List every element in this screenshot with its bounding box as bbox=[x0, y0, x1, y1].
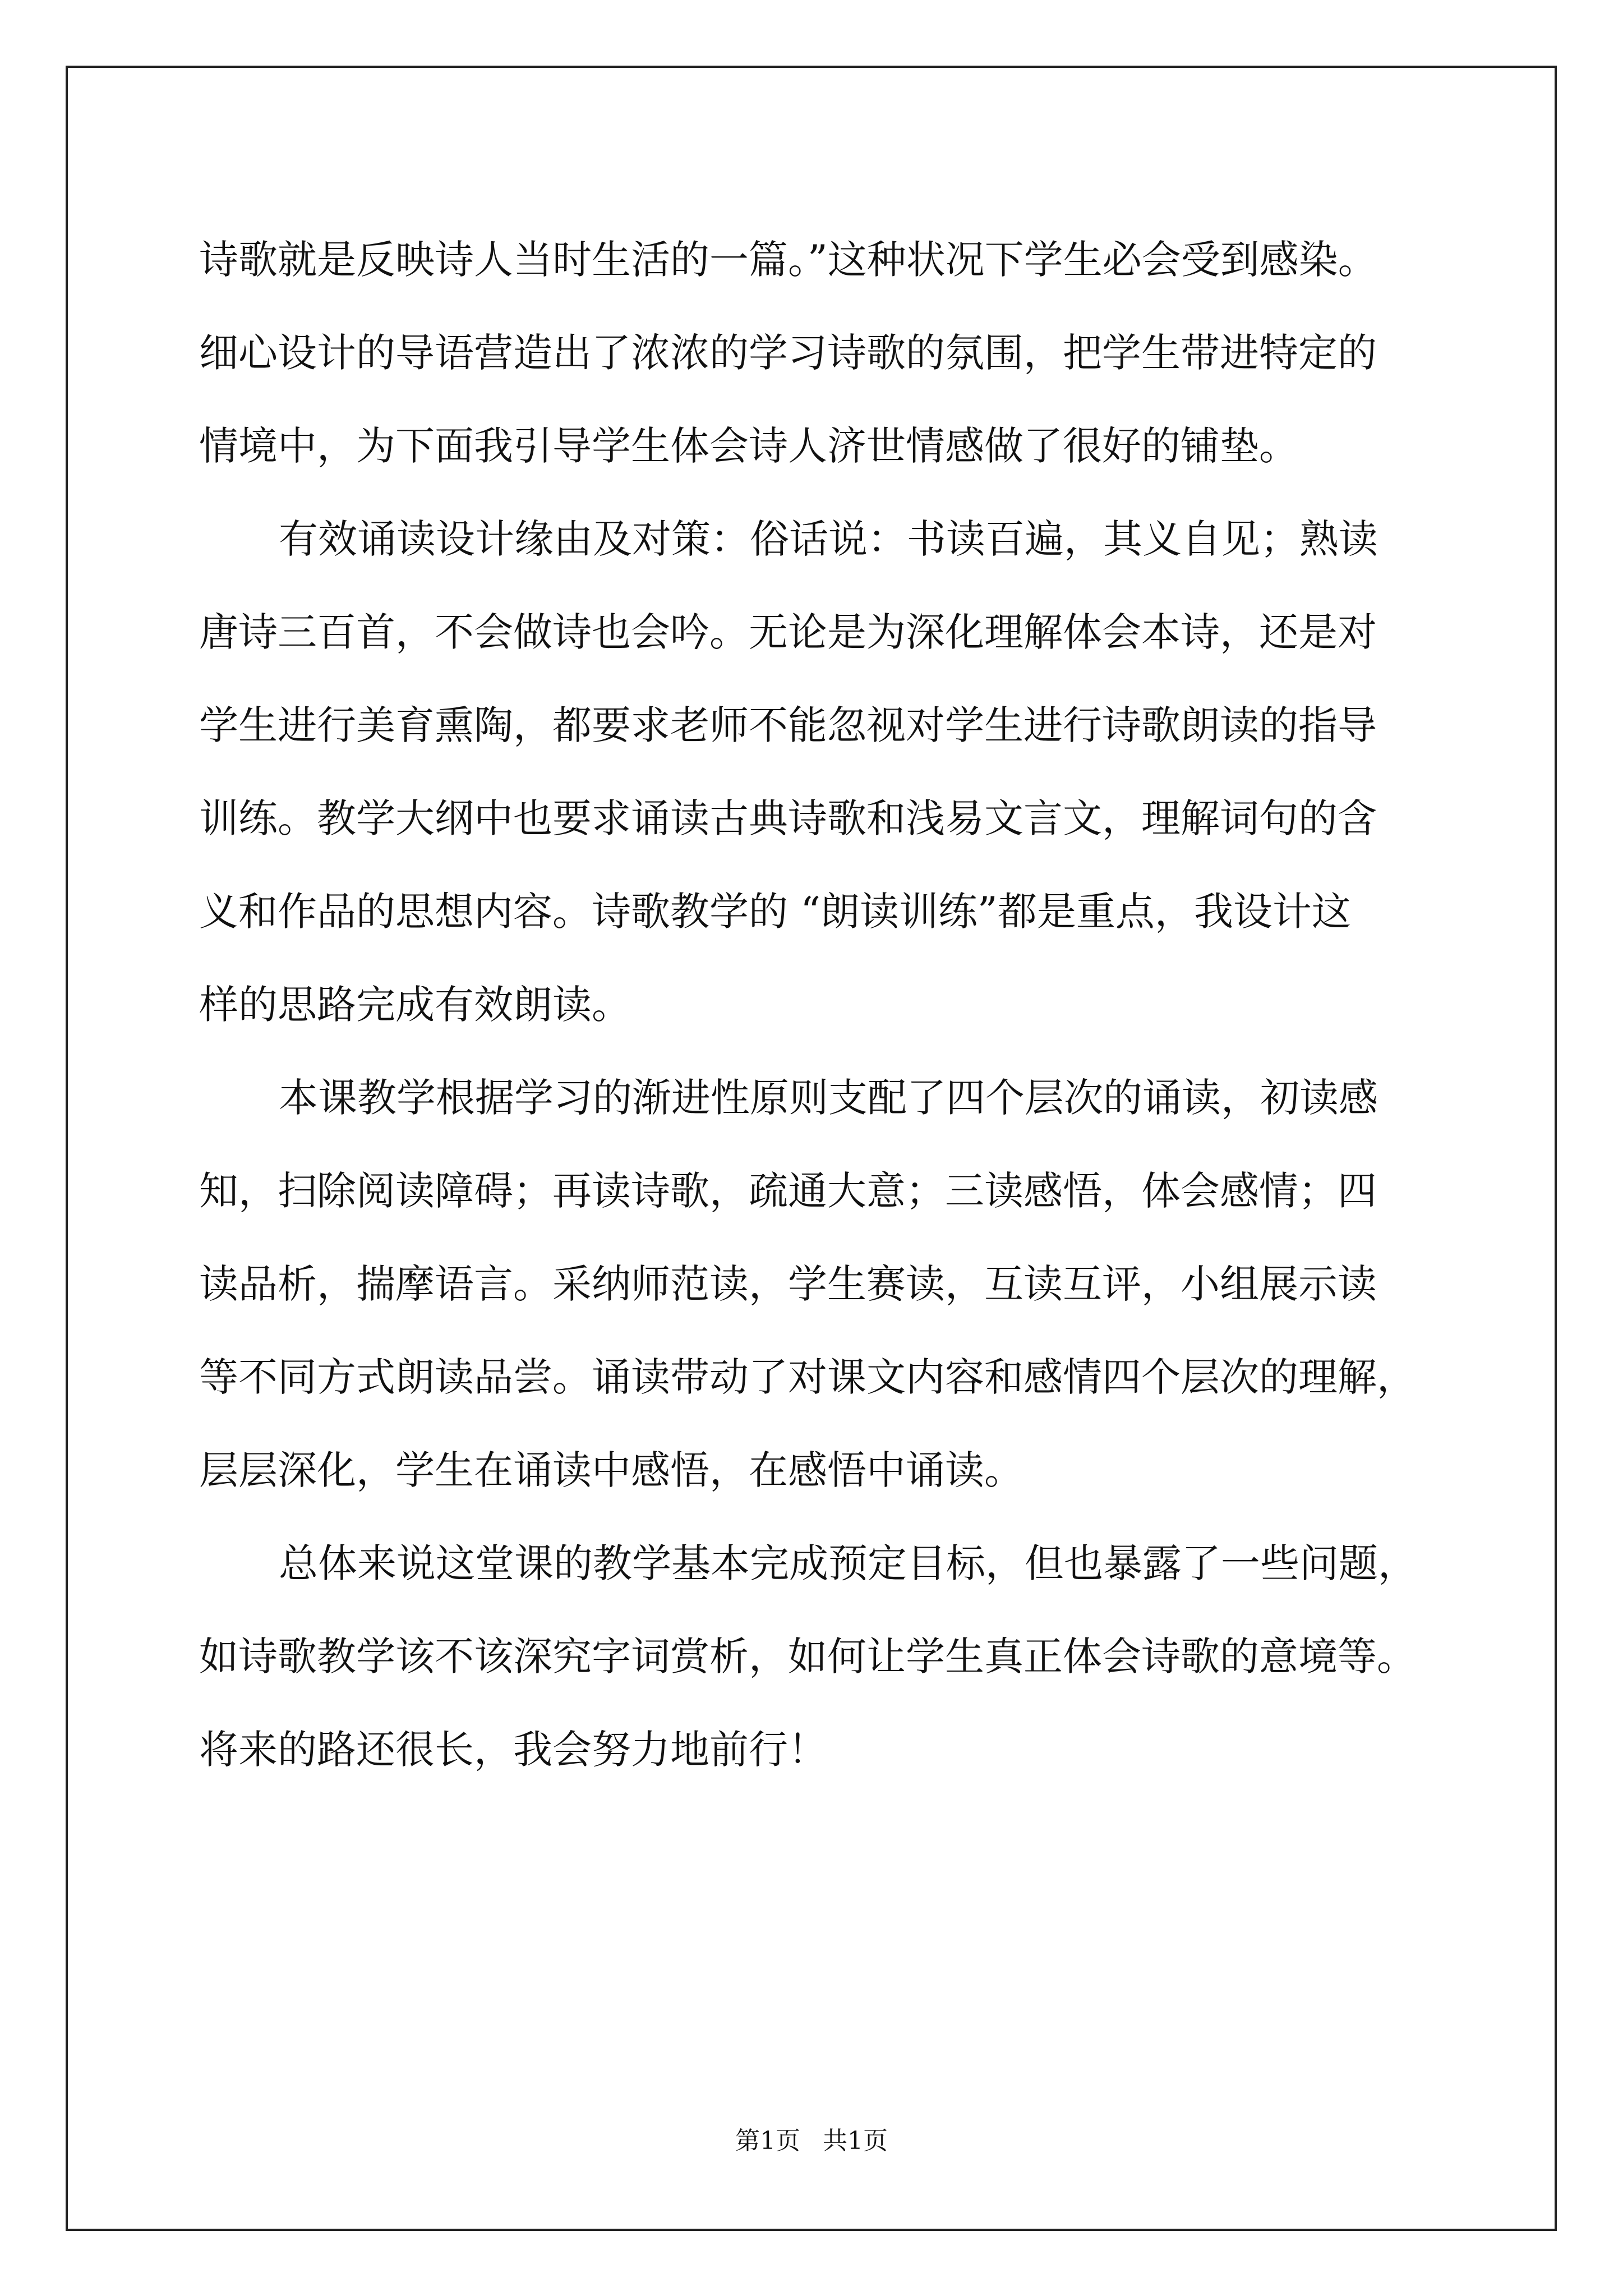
text-line: 将来的路还很长，我会努力地前行！ bbox=[199, 1727, 827, 1773]
text-line: 唐诗三百首，不会做诗也会吟。无论是为深化理解体会本诗，还是对 bbox=[199, 609, 1377, 655]
text-line: 情境中，为下面我引导学生体会诗人济世情感做了很好的铺垫。 bbox=[199, 423, 1298, 469]
text-line: 样的思路完成有效朗读。 bbox=[199, 982, 631, 1028]
text-line: 总体来说这堂课的教学基本完成预定目标，但也暴露了一些问题， bbox=[279, 1540, 1417, 1586]
paragraph-3 bbox=[199, 1051, 1433, 1517]
paragraph-4 bbox=[199, 1517, 1433, 1796]
text-line: 读品析，揣摩语言。采纳师范读，学生赛读，互读互评，小组展示读 bbox=[199, 1261, 1377, 1307]
text-line: 义和作品的思想内容。诗歌教学的 “朗读训练”都是重点，我设计这 bbox=[199, 889, 1351, 935]
text-line: 知，扫除阅读障碍；再读诗歌，疏通大意；三读感悟，体会感情；四 bbox=[199, 1168, 1377, 1214]
text-line: 层层深化，学生在诵读中感悟，在感悟中诵读。 bbox=[199, 1447, 1023, 1493]
text-line: 训练。教学大纲中也要求诵读古典诗歌和浅易文言文，理解词句的含 bbox=[199, 795, 1377, 841]
page-footer bbox=[0, 2120, 1623, 2156]
text-line: 学生进行美育熏陶，都要求老师不能忽视对学生进行诗歌朗读的指导 bbox=[199, 702, 1377, 748]
text-line: 等不同方式朗读品尝。诵读带动了对课文内容和感情四个层次的理解， bbox=[199, 1354, 1416, 1400]
page-total: 共1页 bbox=[823, 2127, 888, 2155]
document-body bbox=[199, 213, 1433, 1796]
text-line: 如诗歌教学该不该深究字词赏析，如何让学生真正体会诗歌的意境等。 bbox=[199, 1634, 1416, 1680]
paragraph-2 bbox=[199, 493, 1433, 1051]
text-line: 诗歌就是反映诗人当时生活的一篇。”这种状况下学生必会受到感染。 bbox=[199, 237, 1377, 283]
page-number: 第1页 bbox=[735, 2127, 800, 2155]
text-line: 有效诵读设计缘由及对策：俗话说：书读百遍，其义自见；熟读 bbox=[279, 516, 1378, 562]
text-line: 本课教学根据学习的渐进性原则支配了四个层次的诵读，初读感 bbox=[279, 1075, 1378, 1121]
text-line: 细心设计的导语营造出了浓浓的学习诗歌的氛围，把学生带进特定的 bbox=[199, 330, 1377, 376]
paragraph-1 bbox=[199, 213, 1433, 493]
